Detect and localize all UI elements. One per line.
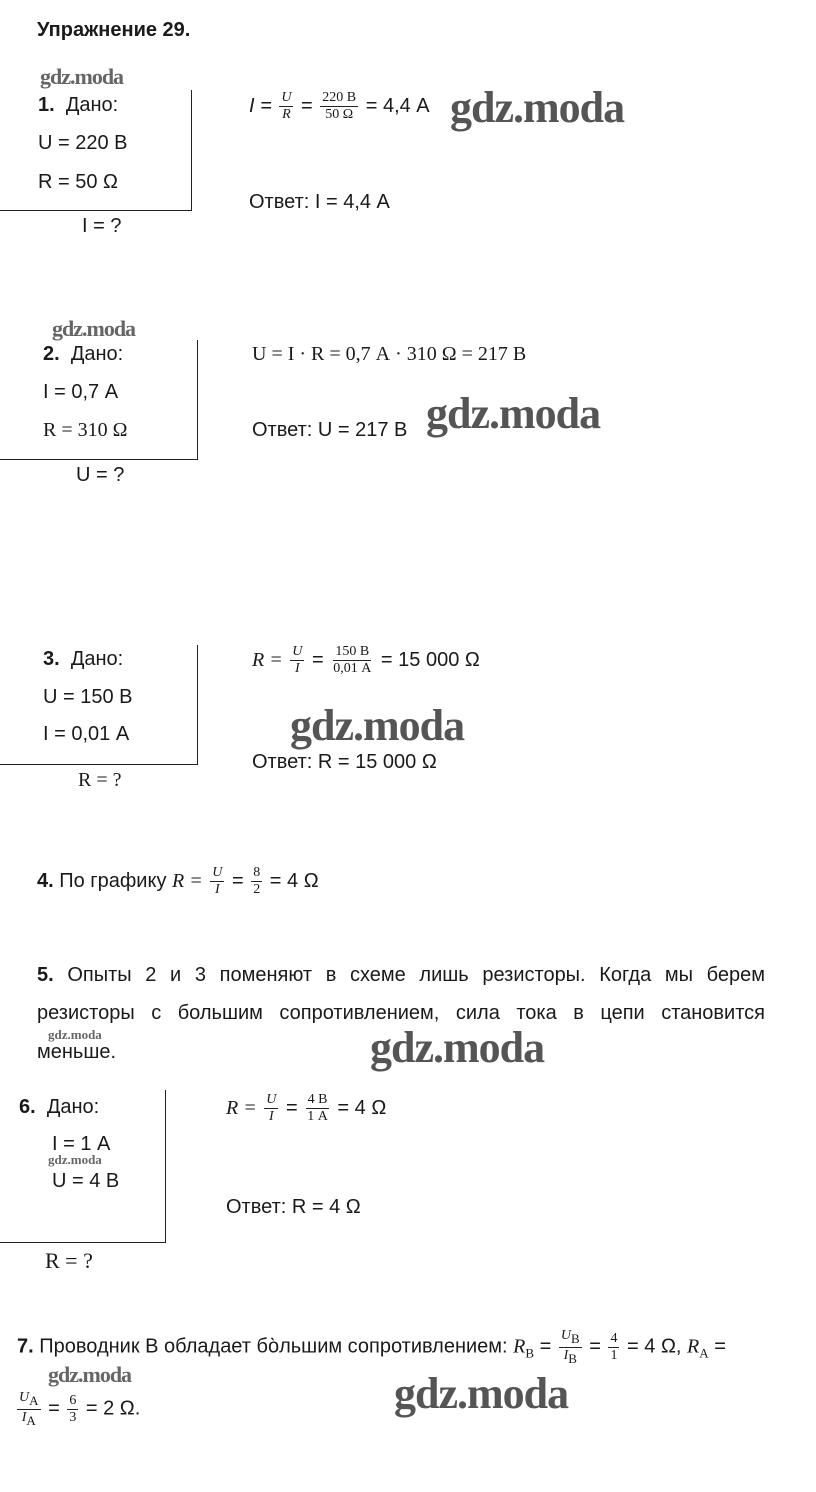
formula: U = I · R = 0,7 А · 310 Ω = 217 В — [252, 343, 527, 365]
formula: R = $\frac{U}{I}$ = $\frac{150 В}{0,01 А}$ = 15 000 Ω — [252, 644, 480, 677]
given-header: 2. Дано: — [43, 343, 124, 365]
watermark: gdz.moda — [52, 316, 136, 341]
paragraph-line: резисторы с большим сопротивлением, сила тока в цепи становится — [37, 1002, 765, 1024]
given-line: I = 0,01 А — [43, 723, 130, 745]
formula: I = $\frac{U}{R}$ = $\frac{220 В}{50 \Omega}$ = 4,4 А — [249, 90, 430, 123]
resistance-comparison-cont: $\frac{U_А}{I_А}$ = $\frac{6}{3}$ = 2 Ω. — [19, 1390, 141, 1428]
graph-formula: 4. По графику R = $\frac{U}{I}$ = $\frac{8}{2}$ = 4 Ω — [37, 865, 319, 898]
watermark: gdz.moda — [48, 1027, 102, 1042]
answer: Ответ: I = 4,4 А — [249, 191, 390, 213]
given-line: U = 150 В — [43, 686, 133, 708]
watermark: gdz.moda — [370, 1023, 545, 1072]
answer: Ответ: U = 217 В — [252, 419, 408, 441]
watermark: gdz.moda — [48, 1362, 132, 1387]
given-header: 3. Дано: — [43, 648, 124, 670]
resistance-comparison: 7. Проводник В обладает бо̀льшим сопротивлением: $R_В$ = $\frac{U_В}{I_В}$ = $\frac{4}{1}$ = 4 Ω, $R_А$ = — [17, 1328, 726, 1366]
given-header: 1. Дано: — [38, 94, 119, 116]
watermark: gdz.moda — [450, 83, 625, 132]
watermark: gdz.moda — [48, 1152, 102, 1167]
paragraph-line: 5. Опыты 2 и 3 поменяют в схеме лишь резисторы. Когда мы берем — [37, 964, 765, 986]
given-line: R = 310 Ω — [43, 419, 128, 441]
watermark: gdz.moda — [290, 701, 465, 750]
watermark: gdz.moda — [394, 1369, 569, 1418]
given-header: 6. Дано: — [19, 1096, 100, 1118]
page-title: Упражнение 29. — [37, 19, 191, 41]
given-line: U = 4 В — [52, 1170, 120, 1192]
given-line: I = 0,7 А — [43, 381, 119, 403]
find-line: R = ? — [78, 769, 122, 791]
given-line: U = 220 В — [38, 132, 128, 154]
answer: Ответ: R = 15 000 Ω — [252, 751, 437, 773]
answer: Ответ: R = 4 Ω — [226, 1196, 361, 1218]
paragraph-line: меньше. — [37, 1041, 117, 1063]
watermark: gdz.moda — [426, 389, 601, 438]
given-line: I = 1 А — [52, 1133, 111, 1155]
find-line: U = ? — [76, 464, 125, 486]
find-line: I = ? — [82, 215, 122, 237]
formula: R = $\frac{U}{I}$ = $\frac{4 В}{1 А}$ = 4 Ω — [226, 1092, 387, 1125]
given-line: R = 50 Ω — [38, 171, 118, 193]
find-line: R = ? — [45, 1248, 93, 1273]
watermark: gdz.moda — [40, 64, 124, 89]
